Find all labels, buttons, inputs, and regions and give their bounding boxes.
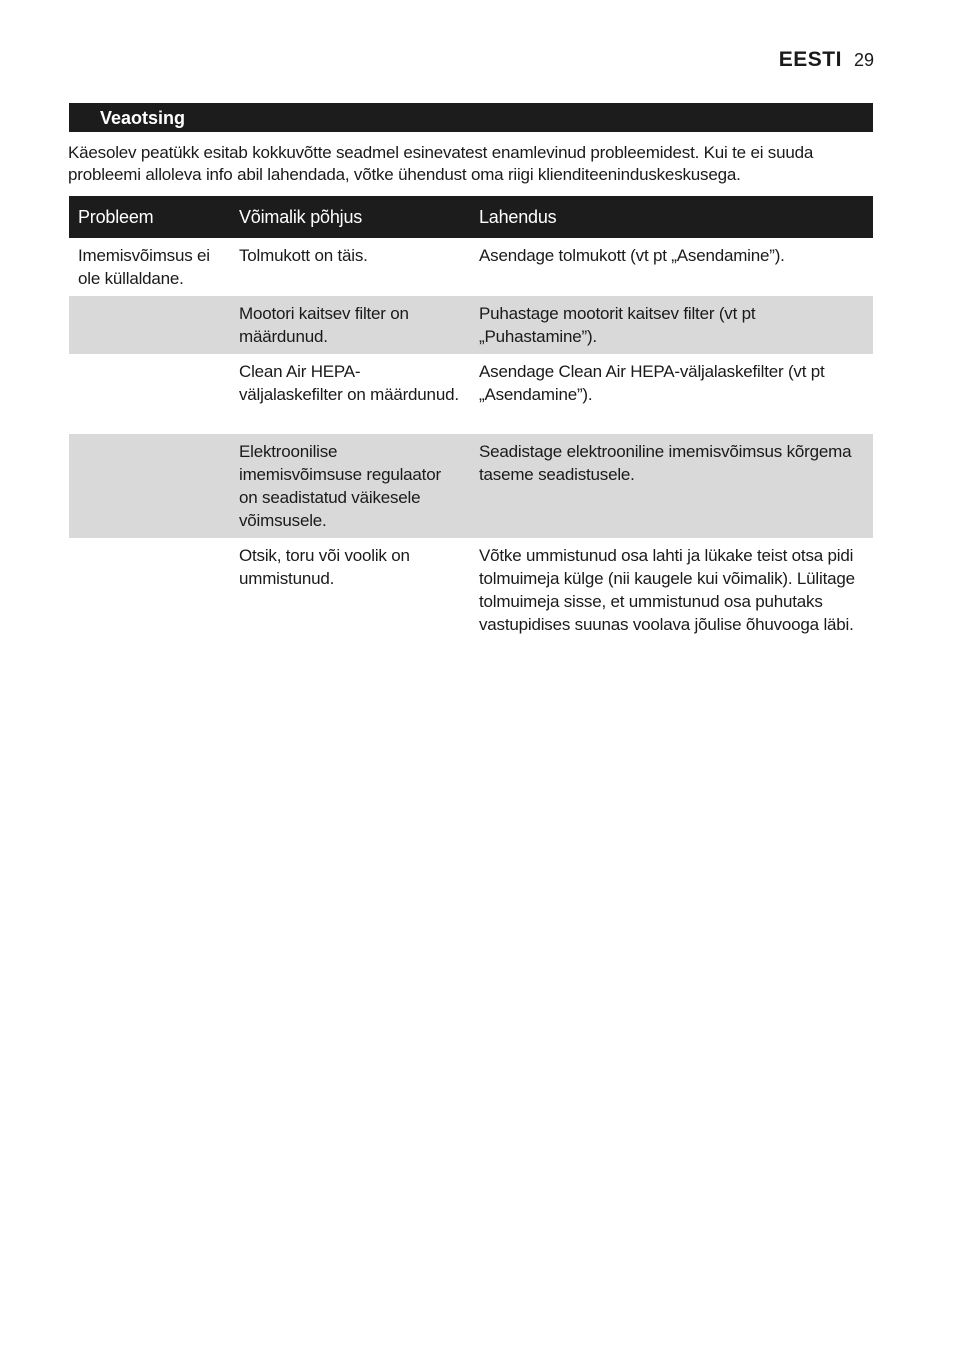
- solution-cell: Seadistage elektrooniline imemisvõimsus kõrgema taseme seadistusele.: [470, 434, 873, 538]
- table-row: [69, 238, 873, 296]
- solution-cell: Võtke ummistunud osa lahti ja lükake teist otsa pidi tolmuimeja külge (nii kaugele kui võimalik). Lülitage tolmuimeja sisse, et ummistunud osa puhutaks vastupidises suunas voolava jõulise õhuvooga läbi.: [479, 546, 855, 634]
- column-header-cause: Võimalik põhjus: [230, 196, 470, 238]
- problem-cell: [69, 354, 230, 434]
- problem-cell: [69, 538, 230, 642]
- page-header: [779, 48, 874, 72]
- table-header-row: [69, 196, 873, 238]
- solution-cell: Asendage tolmukott (vt pt „Asendamine”).: [479, 246, 785, 265]
- section-title: Veaotsing: [100, 108, 186, 128]
- cause-cell: Elektroonilise imemisvõimsuse regulaator on seadistatud väikesele võimsusele.: [230, 434, 470, 538]
- problem-cell: Imemisvõimsus ei ole küllaldane.: [78, 246, 210, 288]
- section-title-bar: [69, 103, 873, 132]
- troubleshooting-table: [69, 196, 873, 642]
- cause-cell: Clean Air HEPA-väljalaskefilter on määrdunud.: [239, 362, 459, 404]
- problem-cell: [69, 296, 230, 354]
- cause-cell: Tolmukott on täis.: [239, 246, 368, 265]
- table-row: [69, 538, 873, 642]
- cause-cell: Mootori kaitsev filter on määrdunud.: [230, 296, 470, 354]
- table-row: [69, 354, 873, 434]
- table-row: [69, 296, 873, 354]
- language-label: EESTI: [778, 48, 842, 71]
- page-number: 29: [853, 50, 874, 70]
- column-header-problem: Probleem: [69, 196, 230, 238]
- solution-cell: Asendage Clean Air HEPA-väljalaskefilter (vt pt „Asendamine”).: [479, 362, 825, 404]
- problem-cell: [69, 434, 230, 538]
- table-row: [69, 434, 873, 538]
- intro-paragraph: Käesolev peatükk esitab kokkuvõtte seadmel esinevatest enamlevinud probleemidest. Kui te ei suuda probleemi alloleva info abil lahendada, võtke ühendust oma riigi klienditeeninduskeskusega.: [68, 143, 814, 184]
- solution-cell: Puhastage mootorit kaitsev filter (vt pt „Puhastamine”).: [470, 296, 873, 354]
- column-header-solution: Lahendus: [470, 196, 873, 238]
- cause-cell: Otsik, toru või voolik on ummistunud.: [239, 546, 410, 588]
